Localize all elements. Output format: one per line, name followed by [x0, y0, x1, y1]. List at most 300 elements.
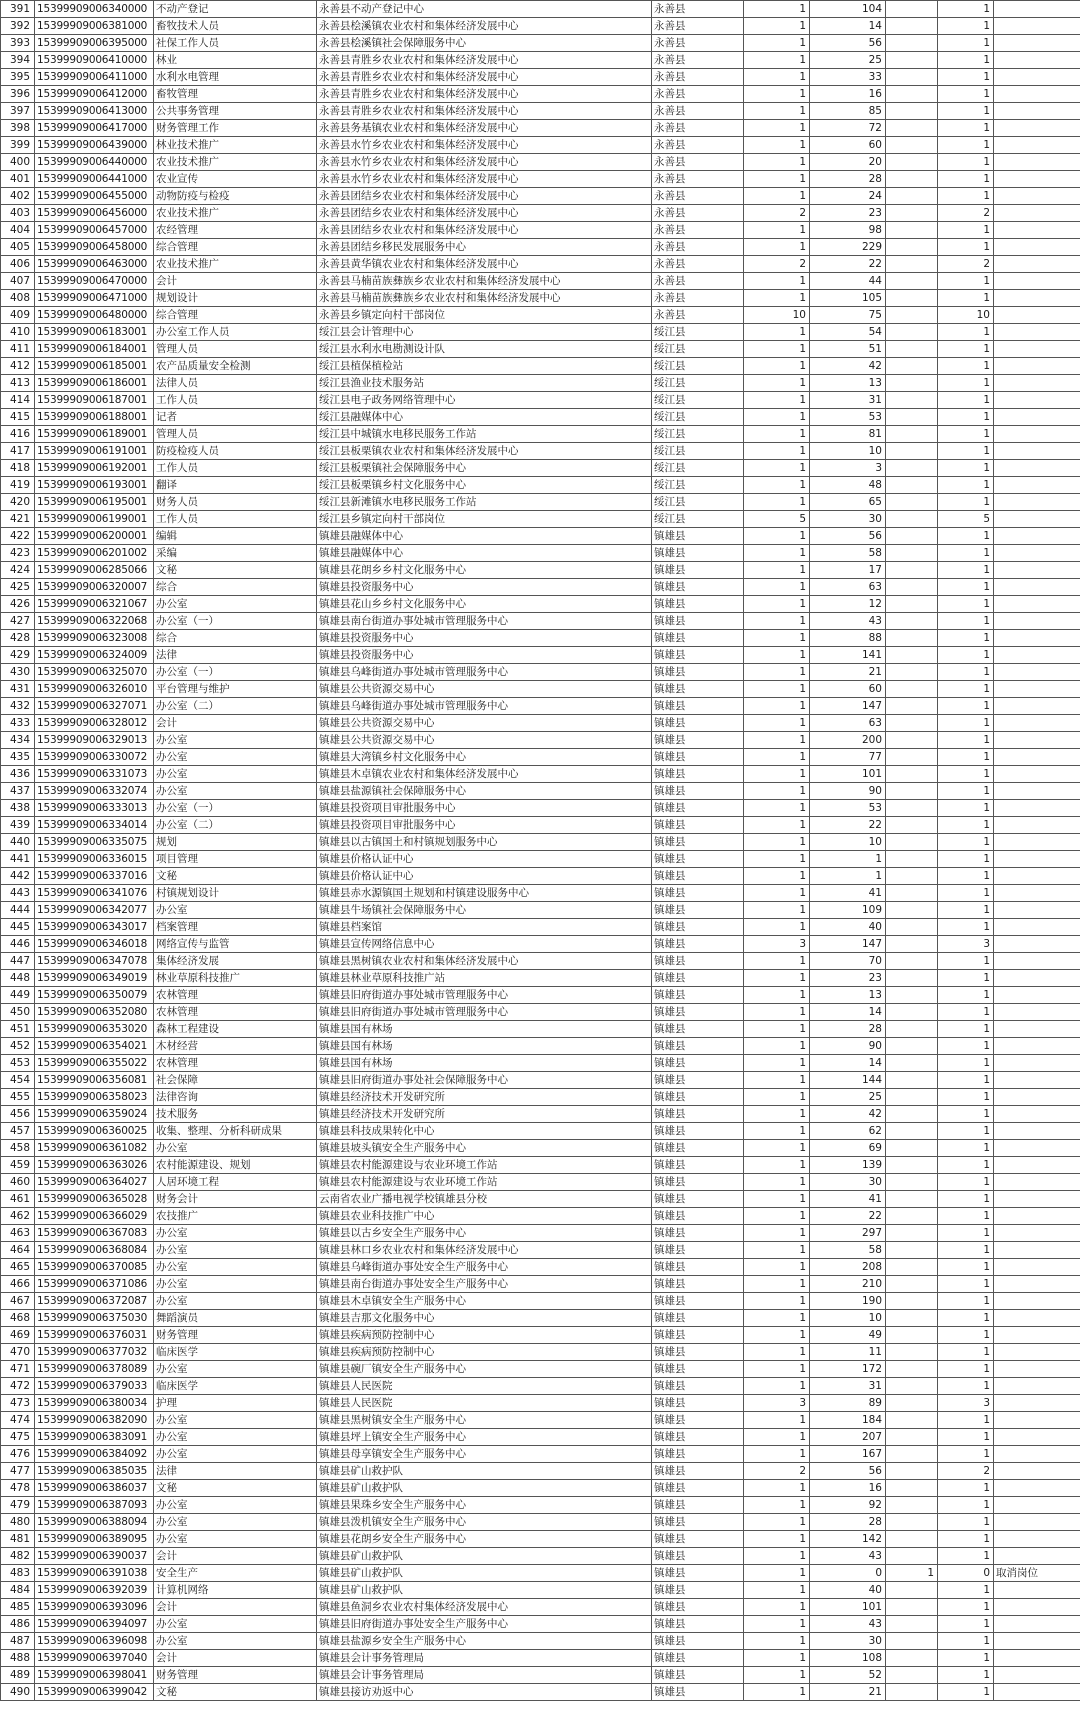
remark-cell	[994, 630, 1080, 647]
position-name-cell: 综合	[154, 579, 317, 596]
position-code-cell: 15399909006390037	[35, 1548, 154, 1565]
row-number-cell: 448	[1, 970, 35, 987]
employer-cell: 永善县桧溪镇社会保障服务中心	[317, 35, 652, 52]
reduced-count-cell	[886, 341, 938, 358]
position-name-cell: 项目管理	[154, 851, 317, 868]
planned-count-cell: 1	[744, 1480, 810, 1497]
position-code-cell: 15399909006324009	[35, 647, 154, 664]
employer-cell: 镇雄县木卓镇农业农村和集体经济发展中心	[317, 766, 652, 783]
position-name-cell: 安全生产	[154, 1565, 317, 1582]
row-number-cell: 432	[1, 698, 35, 715]
remark-cell	[994, 1225, 1080, 1242]
position-code-cell: 15399909006375030	[35, 1310, 154, 1327]
county-cell: 永善县	[652, 52, 744, 69]
row-number-cell: 424	[1, 562, 35, 579]
reduced-count-cell	[886, 1633, 938, 1650]
reduced-count-cell	[886, 290, 938, 307]
applicant-count-cell: 69	[810, 1140, 886, 1157]
position-name-cell: 文秘	[154, 1480, 317, 1497]
applicant-count-cell: 52	[810, 1667, 886, 1684]
table-row	[1, 919, 1080, 936]
planned-count-cell: 2	[744, 1463, 810, 1480]
employer-cell: 永善县团结乡农业农村和集体经济发展中心	[317, 205, 652, 222]
county-cell: 镇雄县	[652, 1548, 744, 1565]
county-cell: 镇雄县	[652, 613, 744, 630]
planned-count-cell: 1	[744, 1293, 810, 1310]
remark-cell	[994, 392, 1080, 409]
planned-count-cell: 1	[744, 1174, 810, 1191]
applicant-count-cell: 51	[810, 341, 886, 358]
adjusted-count-cell: 1	[938, 1208, 994, 1225]
row-number-cell: 421	[1, 511, 35, 528]
row-number-cell: 399	[1, 137, 35, 154]
applicant-count-cell: 43	[810, 613, 886, 630]
remark-cell	[994, 1140, 1080, 1157]
employer-cell: 绥江县融媒体中心	[317, 409, 652, 426]
position-name-cell: 办公室工作人员	[154, 324, 317, 341]
position-code-cell: 15399909006361082	[35, 1140, 154, 1157]
table-row	[1, 868, 1080, 885]
reduced-count-cell	[886, 1038, 938, 1055]
planned-count-cell: 1	[744, 1140, 810, 1157]
remark-cell	[994, 222, 1080, 239]
county-cell: 绥江县	[652, 375, 744, 392]
position-name-cell: 办公室（一）	[154, 664, 317, 681]
position-code-cell: 15399909006410000	[35, 52, 154, 69]
employer-cell: 镇雄县林口乡农业农村和集体经济发展中心	[317, 1242, 652, 1259]
row-number-cell: 459	[1, 1157, 35, 1174]
adjusted-count-cell: 1	[938, 1446, 994, 1463]
county-cell: 绥江县	[652, 341, 744, 358]
remark-cell	[994, 664, 1080, 681]
table-row	[1, 69, 1080, 86]
position-code-cell: 15399909006457000	[35, 222, 154, 239]
employer-cell: 镇雄县花朗乡乡村文化服务中心	[317, 562, 652, 579]
position-name-cell: 收集、整理、分析科研成果	[154, 1123, 317, 1140]
planned-count-cell: 1	[744, 664, 810, 681]
planned-count-cell: 1	[744, 1599, 810, 1616]
position-code-cell: 15399909006463000	[35, 256, 154, 273]
table-row	[1, 494, 1080, 511]
row-number-cell: 437	[1, 783, 35, 800]
employer-cell: 镇雄县宣传网络信息中心	[317, 936, 652, 953]
position-code-cell: 15399909006192001	[35, 460, 154, 477]
county-cell: 镇雄县	[652, 885, 744, 902]
planned-count-cell: 1	[744, 1616, 810, 1633]
planned-count-cell: 10	[744, 307, 810, 324]
planned-count-cell: 1	[744, 52, 810, 69]
position-code-cell: 15399909006377032	[35, 1344, 154, 1361]
planned-count-cell: 1	[744, 715, 810, 732]
county-cell: 镇雄县	[652, 1599, 744, 1616]
position-code-cell: 15399909006368084	[35, 1242, 154, 1259]
row-number-cell: 464	[1, 1242, 35, 1259]
remark-cell	[994, 307, 1080, 324]
applicant-count-cell: 22	[810, 256, 886, 273]
applicant-count-cell: 13	[810, 987, 886, 1004]
reduced-count-cell	[886, 936, 938, 953]
county-cell: 镇雄县	[652, 970, 744, 987]
position-name-cell: 综合管理	[154, 307, 317, 324]
row-number-cell: 473	[1, 1395, 35, 1412]
applicant-count-cell: 60	[810, 681, 886, 698]
table-row	[1, 188, 1080, 205]
table-row	[1, 1293, 1080, 1310]
row-number-cell: 452	[1, 1038, 35, 1055]
position-name-cell: 临床医学	[154, 1378, 317, 1395]
reduced-count-cell	[886, 1157, 938, 1174]
adjusted-count-cell: 1	[938, 715, 994, 732]
row-number-cell: 462	[1, 1208, 35, 1225]
planned-count-cell: 1	[744, 137, 810, 154]
adjusted-count-cell: 1	[938, 579, 994, 596]
employer-cell: 镇雄县南台街道办事处安全生产服务中心	[317, 1276, 652, 1293]
position-code-cell: 15399909006353020	[35, 1021, 154, 1038]
table-row	[1, 103, 1080, 120]
county-cell: 镇雄县	[652, 1225, 744, 1242]
row-number-cell: 444	[1, 902, 35, 919]
table-row	[1, 1276, 1080, 1293]
planned-count-cell: 1	[744, 681, 810, 698]
planned-count-cell: 1	[744, 1327, 810, 1344]
remark-cell	[994, 766, 1080, 783]
reduced-count-cell	[886, 1276, 938, 1293]
planned-count-cell: 1	[744, 1582, 810, 1599]
employer-cell: 镇雄县赤水源镇国土规划和村镇建设服务中心	[317, 885, 652, 902]
county-cell: 镇雄县	[652, 1514, 744, 1531]
remark-cell	[994, 52, 1080, 69]
position-code-cell: 15399909006320007	[35, 579, 154, 596]
table-row	[1, 1089, 1080, 1106]
applicant-count-cell: 44	[810, 273, 886, 290]
adjusted-count-cell: 1	[938, 358, 994, 375]
planned-count-cell: 1	[744, 749, 810, 766]
planned-count-cell: 1	[744, 1157, 810, 1174]
adjusted-count-cell: 1	[938, 1344, 994, 1361]
employer-cell: 镇雄县国有林场	[317, 1055, 652, 1072]
planned-count-cell: 1	[744, 885, 810, 902]
row-number-cell: 460	[1, 1174, 35, 1191]
position-name-cell: 翻译	[154, 477, 317, 494]
reduced-count-cell	[886, 630, 938, 647]
reduced-count-cell	[886, 1582, 938, 1599]
employer-cell: 绥江县电子政务网络管理中心	[317, 392, 652, 409]
position-code-cell: 15399909006193001	[35, 477, 154, 494]
reduced-count-cell	[886, 579, 938, 596]
adjusted-count-cell: 1	[938, 460, 994, 477]
adjusted-count-cell: 2	[938, 1463, 994, 1480]
employer-cell: 绥江县会计管理中心	[317, 324, 652, 341]
applicant-count-cell: 56	[810, 35, 886, 52]
position-name-cell: 办公室	[154, 1412, 317, 1429]
position-name-cell: 农林管理	[154, 987, 317, 1004]
remark-cell	[994, 1276, 1080, 1293]
employer-cell: 镇雄县乌峰街道办事处城市管理服务中心	[317, 664, 652, 681]
row-number-cell: 441	[1, 851, 35, 868]
remark-cell	[994, 817, 1080, 834]
row-number-cell: 484	[1, 1582, 35, 1599]
remark-cell	[994, 18, 1080, 35]
adjusted-count-cell: 1	[938, 1582, 994, 1599]
row-number-cell: 481	[1, 1531, 35, 1548]
applicant-count-cell: 31	[810, 392, 886, 409]
county-cell: 镇雄县	[652, 987, 744, 1004]
row-number-cell: 431	[1, 681, 35, 698]
adjusted-count-cell: 1	[938, 409, 994, 426]
employer-cell: 绥江县板栗镇农业农村和集体经济发展中心	[317, 443, 652, 460]
remark-cell	[994, 35, 1080, 52]
remark-cell	[994, 273, 1080, 290]
position-name-cell: 会计	[154, 1599, 317, 1616]
row-number-cell: 412	[1, 358, 35, 375]
reduced-count-cell	[886, 69, 938, 86]
adjusted-count-cell: 1	[938, 766, 994, 783]
table-row	[1, 1531, 1080, 1548]
planned-count-cell: 1	[744, 1208, 810, 1225]
county-cell: 绥江县	[652, 460, 744, 477]
adjusted-count-cell: 1	[938, 1072, 994, 1089]
planned-count-cell: 1	[744, 1276, 810, 1293]
position-code-cell: 15399909006398041	[35, 1667, 154, 1684]
remark-cell	[994, 1463, 1080, 1480]
applicant-count-cell: 89	[810, 1395, 886, 1412]
row-number-cell: 480	[1, 1514, 35, 1531]
applicant-count-cell: 21	[810, 664, 886, 681]
applicant-count-cell: 40	[810, 1582, 886, 1599]
employer-cell: 镇雄县经济技术开发研究所	[317, 1089, 652, 1106]
county-cell: 永善县	[652, 222, 744, 239]
reduced-count-cell	[886, 1072, 938, 1089]
position-code-cell: 15399909006379033	[35, 1378, 154, 1395]
adjusted-count-cell: 1	[938, 885, 994, 902]
applicant-count-cell: 10	[810, 834, 886, 851]
county-cell: 镇雄县	[652, 1565, 744, 1582]
row-number-cell: 427	[1, 613, 35, 630]
county-cell: 镇雄县	[652, 1378, 744, 1395]
county-cell: 镇雄县	[652, 664, 744, 681]
position-name-cell: 公共事务管理	[154, 103, 317, 120]
employer-cell: 镇雄县黑树镇安全生产服务中心	[317, 1412, 652, 1429]
row-number-cell: 420	[1, 494, 35, 511]
remark-cell	[994, 409, 1080, 426]
reduced-count-cell	[886, 613, 938, 630]
position-code-cell: 15399909006440000	[35, 154, 154, 171]
row-number-cell: 416	[1, 426, 35, 443]
table-row	[1, 460, 1080, 477]
position-name-cell: 林业技术推广	[154, 137, 317, 154]
planned-count-cell: 1	[744, 1310, 810, 1327]
position-name-cell: 农林管理	[154, 1055, 317, 1072]
applicant-count-cell: 85	[810, 103, 886, 120]
adjusted-count-cell: 1	[938, 18, 994, 35]
position-code-cell: 15399909006186001	[35, 375, 154, 392]
position-name-cell: 办公室	[154, 1429, 317, 1446]
planned-count-cell: 1	[744, 1089, 810, 1106]
table-row	[1, 1446, 1080, 1463]
reduced-count-cell	[886, 1089, 938, 1106]
adjusted-count-cell: 1	[938, 545, 994, 562]
adjusted-count-cell: 1	[938, 698, 994, 715]
table-row	[1, 1021, 1080, 1038]
adjusted-count-cell: 1	[938, 1684, 994, 1701]
planned-count-cell: 1	[744, 324, 810, 341]
employer-cell: 绥江县中城镇水电移民服务工作站	[317, 426, 652, 443]
row-number-cell: 394	[1, 52, 35, 69]
adjusted-count-cell: 1	[938, 647, 994, 664]
applicant-count-cell: 14	[810, 1004, 886, 1021]
planned-count-cell: 1	[744, 596, 810, 613]
applicant-count-cell: 30	[810, 1174, 886, 1191]
row-number-cell: 409	[1, 307, 35, 324]
adjusted-count-cell: 1	[938, 1633, 994, 1650]
remark-cell	[994, 1497, 1080, 1514]
table-row	[1, 1259, 1080, 1276]
table-row	[1, 1582, 1080, 1599]
remark-cell	[994, 1633, 1080, 1650]
planned-count-cell: 1	[744, 1497, 810, 1514]
position-code-cell: 15399909006334014	[35, 817, 154, 834]
employer-cell: 镇雄县投资项目审批服务中心	[317, 800, 652, 817]
planned-count-cell: 1	[744, 18, 810, 35]
position-code-cell: 15399909006325070	[35, 664, 154, 681]
row-number-cell: 442	[1, 868, 35, 885]
table-row	[1, 1463, 1080, 1480]
adjusted-count-cell: 1	[938, 1327, 994, 1344]
applicant-count-cell: 229	[810, 239, 886, 256]
planned-count-cell: 1	[744, 1531, 810, 1548]
remark-cell	[994, 460, 1080, 477]
remark-cell	[994, 613, 1080, 630]
position-code-cell: 15399909006336015	[35, 851, 154, 868]
reduced-count-cell	[886, 1650, 938, 1667]
row-number-cell: 482	[1, 1548, 35, 1565]
applicant-count-cell: 144	[810, 1072, 886, 1089]
position-name-cell: 文秘	[154, 562, 317, 579]
employer-cell: 镇雄县融媒体中心	[317, 528, 652, 545]
planned-count-cell: 1	[744, 239, 810, 256]
row-number-cell: 393	[1, 35, 35, 52]
row-number-cell: 449	[1, 987, 35, 1004]
applicant-count-cell: 63	[810, 715, 886, 732]
remark-cell	[994, 69, 1080, 86]
adjusted-count-cell: 1	[938, 120, 994, 137]
position-code-cell: 15399909006389095	[35, 1531, 154, 1548]
applicant-count-cell: 21	[810, 1684, 886, 1701]
applicant-count-cell: 190	[810, 1293, 886, 1310]
table-row	[1, 596, 1080, 613]
employer-cell: 永善县青胜乡农业农村和集体经济发展中心	[317, 69, 652, 86]
adjusted-count-cell: 1	[938, 1361, 994, 1378]
position-code-cell: 15399909006399042	[35, 1684, 154, 1701]
adjusted-count-cell: 1	[938, 528, 994, 545]
applicant-count-cell: 13	[810, 375, 886, 392]
adjusted-count-cell: 1	[938, 188, 994, 205]
reduced-count-cell	[886, 1174, 938, 1191]
position-code-cell: 15399909006195001	[35, 494, 154, 511]
applicant-count-cell: 75	[810, 307, 886, 324]
adjusted-count-cell: 1	[938, 868, 994, 885]
position-name-cell: 村镇规划设计	[154, 885, 317, 902]
position-name-cell: 动物防疫与检疫	[154, 188, 317, 205]
applicant-count-cell: 23	[810, 205, 886, 222]
applicant-count-cell: 3	[810, 460, 886, 477]
remark-cell	[994, 1123, 1080, 1140]
reduced-count-cell	[886, 545, 938, 562]
county-cell: 镇雄县	[652, 851, 744, 868]
position-name-cell: 办公室	[154, 749, 317, 766]
planned-count-cell: 1	[744, 222, 810, 239]
reduced-count-cell	[886, 596, 938, 613]
county-cell: 镇雄县	[652, 1582, 744, 1599]
county-cell: 镇雄县	[652, 1531, 744, 1548]
applicant-count-cell: 11	[810, 1344, 886, 1361]
employer-cell: 镇雄县接访劝返中心	[317, 1684, 652, 1701]
row-number-cell: 422	[1, 528, 35, 545]
row-number-cell: 469	[1, 1327, 35, 1344]
reduced-count-cell	[886, 1412, 938, 1429]
position-code-cell: 15399909006393096	[35, 1599, 154, 1616]
adjusted-count-cell: 1	[938, 103, 994, 120]
employer-cell: 镇雄县林业草原科技推广站	[317, 970, 652, 987]
applicant-count-cell: 14	[810, 1055, 886, 1072]
remark-cell	[994, 494, 1080, 511]
position-name-cell: 办公室	[154, 766, 317, 783]
table-row	[1, 1565, 1080, 1582]
position-code-cell: 15399909006337016	[35, 868, 154, 885]
planned-count-cell: 1	[744, 1259, 810, 1276]
reduced-count-cell	[886, 1446, 938, 1463]
county-cell: 镇雄县	[652, 1123, 744, 1140]
county-cell: 镇雄县	[652, 1259, 744, 1276]
county-cell: 镇雄县	[652, 1089, 744, 1106]
applicant-count-cell: 16	[810, 86, 886, 103]
adjusted-count-cell: 1	[938, 494, 994, 511]
employer-cell: 镇雄县科技成果转化中心	[317, 1123, 652, 1140]
county-cell: 镇雄县	[652, 1497, 744, 1514]
applicant-count-cell: 53	[810, 409, 886, 426]
adjusted-count-cell: 1	[938, 851, 994, 868]
table-row	[1, 834, 1080, 851]
position-name-cell: 办公室	[154, 1361, 317, 1378]
table-row	[1, 1412, 1080, 1429]
position-code-cell: 15399909006354021	[35, 1038, 154, 1055]
planned-count-cell: 1	[744, 970, 810, 987]
table-row	[1, 630, 1080, 647]
adjusted-count-cell: 1	[938, 1497, 994, 1514]
reduced-count-cell	[886, 494, 938, 511]
table-row	[1, 477, 1080, 494]
applicant-count-cell: 101	[810, 766, 886, 783]
adjusted-count-cell: 1	[938, 222, 994, 239]
planned-count-cell: 1	[744, 1378, 810, 1395]
position-code-cell: 15399909006385035	[35, 1463, 154, 1480]
position-name-cell: 采编	[154, 545, 317, 562]
remark-cell	[994, 1072, 1080, 1089]
remark-cell	[994, 1106, 1080, 1123]
position-name-cell: 人居环境工程	[154, 1174, 317, 1191]
adjusted-count-cell: 1	[938, 52, 994, 69]
row-number-cell: 404	[1, 222, 35, 239]
adjusted-count-cell: 1	[938, 1276, 994, 1293]
employer-cell: 永善县马楠苗族彝族乡农业农村和集体经济发展中心	[317, 273, 652, 290]
applicant-count-cell: 30	[810, 1633, 886, 1650]
remark-cell	[994, 1038, 1080, 1055]
planned-count-cell: 1	[744, 35, 810, 52]
adjusted-count-cell: 1	[938, 341, 994, 358]
county-cell: 镇雄县	[652, 749, 744, 766]
planned-count-cell: 1	[744, 1548, 810, 1565]
position-code-cell: 15399909006200001	[35, 528, 154, 545]
